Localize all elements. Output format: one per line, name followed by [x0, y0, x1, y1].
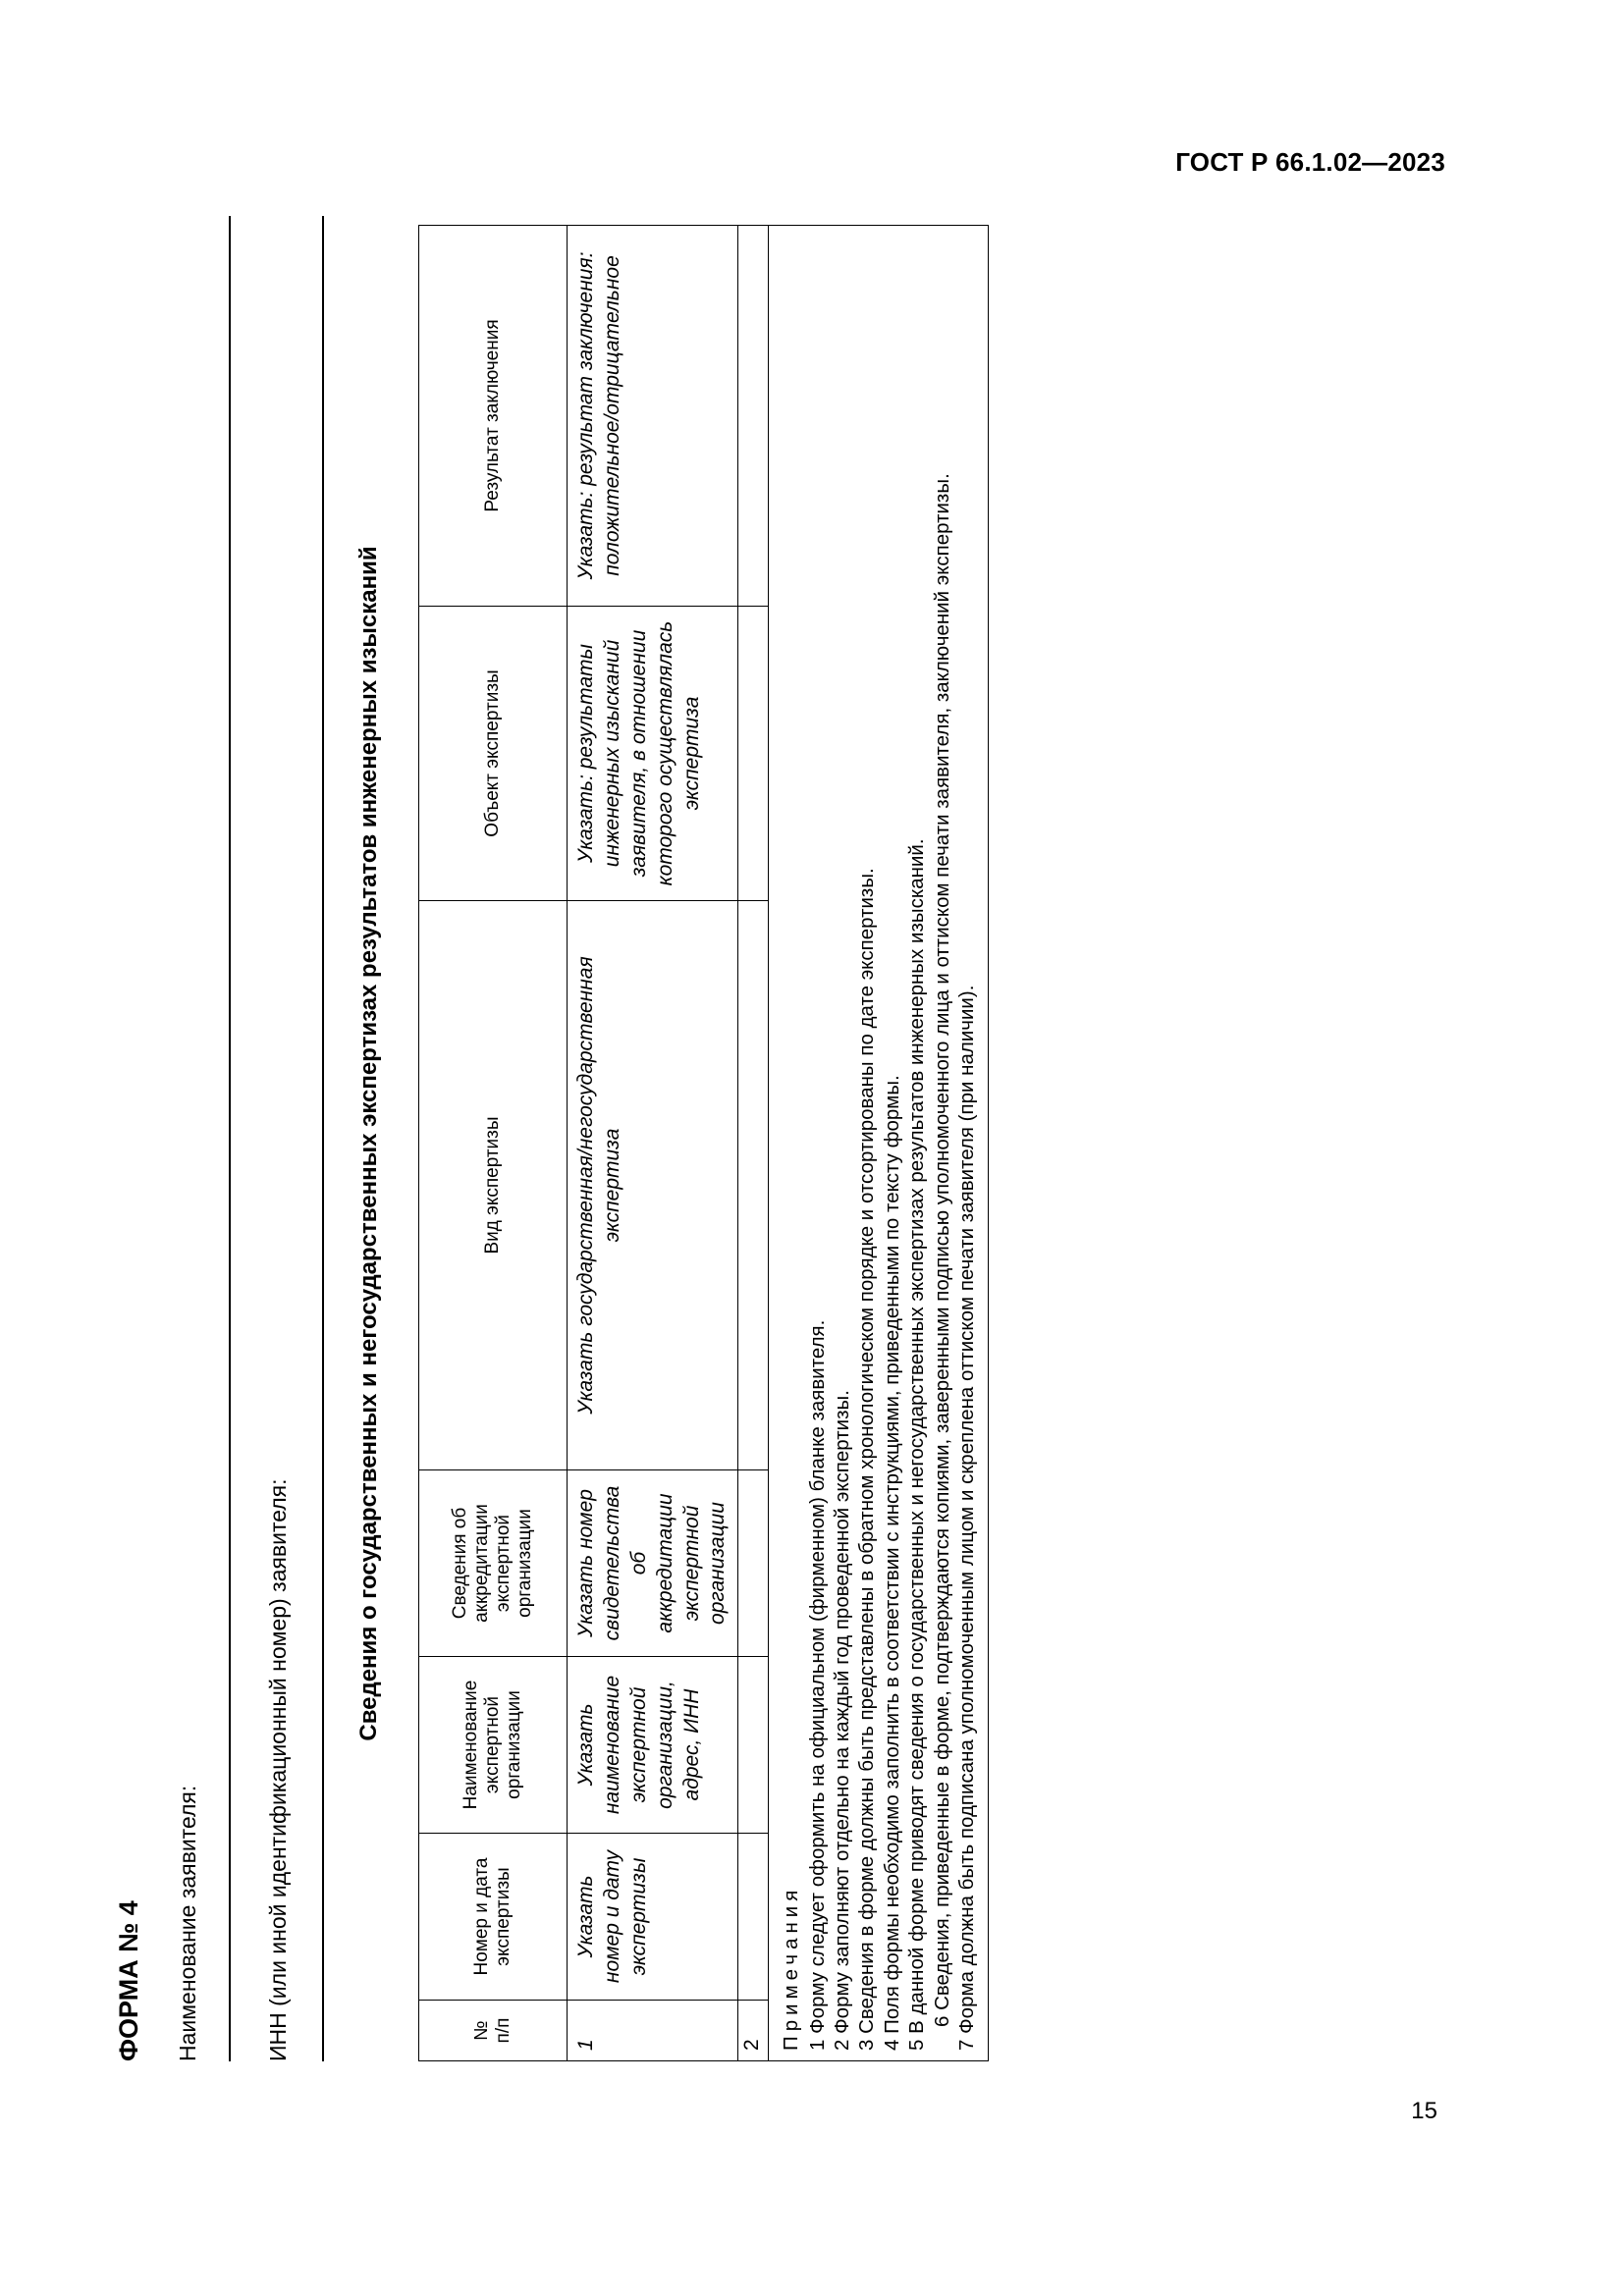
table-cell: 2 [738, 2001, 769, 2061]
notes-cell [769, 226, 988, 2061]
table-cell[interactable] [738, 1470, 769, 1657]
table-cell: Указать номер свидетельства об аккредитации экспертной организации [568, 1470, 738, 1657]
inn-label: ИНН (или иной идентификационный номер) заявителя: [265, 1478, 291, 2061]
applicant-name-line[interactable] [229, 216, 231, 2061]
table-cell: Указать: результат заключения: положительное/отрицательное [568, 226, 738, 607]
header-cell-object: Объект экспертизы [419, 607, 568, 901]
inn-line[interactable] [322, 216, 324, 2061]
table-cell: Указать: результаты инженерных изысканий заявителя, в отношении которого осуществлялась экспертиза [568, 607, 738, 901]
header-cell-type: Вид экспертизы [419, 901, 568, 1470]
table-row [738, 226, 769, 2061]
expertise-table [418, 225, 989, 2061]
note-item: 3 Сведения в форме должны быть представлены в обратном хронологическом порядке и отсортированы по дате экспертизы. [855, 868, 879, 2051]
note-item: 6 Сведения, приведенные в форме, подтверждаются копиями, заверенными подписью уполномоченного лица и оттиском печати заявителя, заключений экспертизы. [930, 473, 953, 2027]
table-cell: Указать наименование экспертной организации, адрес, ИНН [568, 1657, 738, 1834]
rotated-form-frame [108, 216, 1168, 2061]
table-cell[interactable] [738, 226, 769, 607]
table-title: Сведения о государственных и негосударственных экспертизах результатов инженерных изысканий [355, 546, 382, 1741]
note-item: 2 Форму заполняют отдельно на каждый год проведенной экспертизы. [831, 1390, 854, 2051]
table-cell[interactable] [738, 1657, 769, 1834]
applicant-name-label: Наименование заявителя: [175, 1785, 200, 2061]
header-cell-date: Номер и дата экспертизы [419, 1834, 568, 2001]
notes-heading: Примечания [780, 1885, 803, 2051]
note-item: 5 В данной форме приводят сведения о государственных и негосударственных экспертизах результатов инженерных изысканий. [905, 838, 929, 2051]
header-cell-org-name: Наименование экспертной организации [419, 1657, 568, 1834]
table-header-row [419, 226, 568, 2061]
note-item: 4 Поля формы необходимо заполнить в соответствии с инструкциями, приведенными по тексту формы. [880, 1075, 903, 2051]
notes-row [769, 226, 988, 2061]
table-cell[interactable] [738, 1834, 769, 2001]
form-title: ФОРМА № 4 [114, 1900, 143, 2061]
table-cell: 1 [568, 2001, 738, 2061]
note-item: 1 Форму следует оформить на официальном (фирменном) бланке заявителя. [805, 1319, 829, 2051]
header-cell-number: № п/п [419, 2001, 568, 2061]
table-cell: Указать номер и дату экспертизы [568, 1834, 738, 2001]
header-cell-result: Результат заключения [419, 226, 568, 607]
table-cell: Указать государственная/негосударственная экспертиза [568, 901, 738, 1470]
table-row [568, 226, 738, 2061]
page-number: 15 [1411, 2098, 1437, 2124]
note-item: 7 Форма должна быть подписана уполномоченным лицом и скреплена оттиском печати заявителя (при наличии). [955, 985, 979, 2051]
document-code: ГОСТ Р 66.1.02—2023 [1175, 147, 1445, 177]
table-cell[interactable] [738, 607, 769, 901]
table-cell[interactable] [738, 901, 769, 1470]
header-cell-accreditation: Сведения об аккредитации экспертной организации [419, 1470, 568, 1657]
